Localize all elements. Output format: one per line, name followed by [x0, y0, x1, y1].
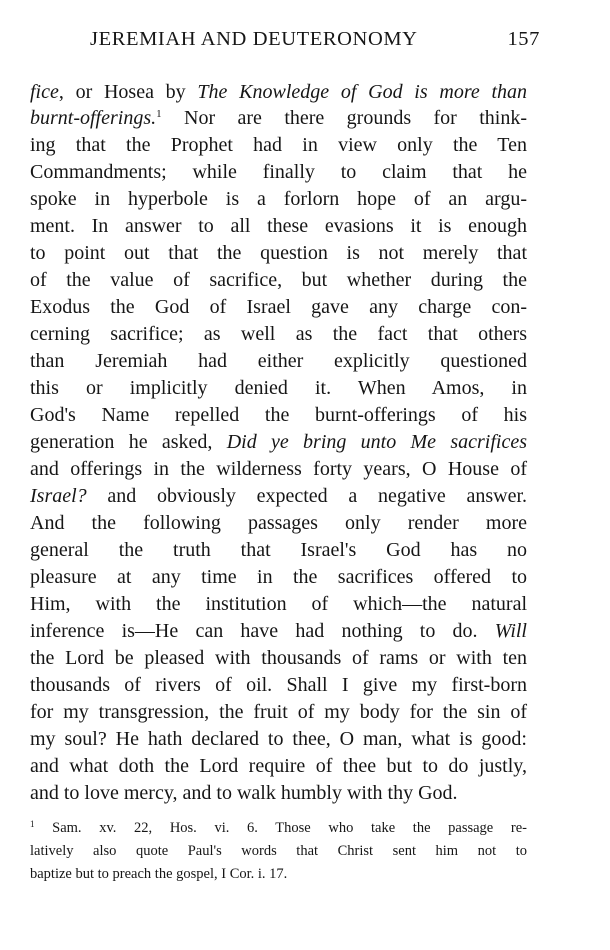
- text-line-24: for my transgression, the fruit of my body for the sin of: [30, 701, 527, 723]
- text-run: generation he asked,: [30, 431, 227, 453]
- text-line-13: God's Name repelled the burnt-offerings of his: [30, 404, 527, 426]
- text-line-23: thousands of rivers of oil. Shall I give my first-born: [30, 674, 527, 696]
- text-run: inference is—He can have had nothing to do.: [30, 620, 495, 642]
- text-line-4: Commandments; while finally to claim that he: [30, 161, 527, 183]
- italic-quote: Did ye bring unto Me sacrifices: [226, 431, 527, 453]
- text-line-20: Him, with the institution of which—the natural: [30, 593, 527, 615]
- text-line-21: [30, 618, 527, 644]
- text-line-16: [30, 483, 527, 509]
- text-line-7: to point out that the question is not merely that: [30, 242, 527, 264]
- text-line-10: cerning sacrifice; as well as the fact that others: [30, 323, 527, 345]
- italic-word: fice: [30, 81, 59, 103]
- text-run: , or Hosea by: [58, 81, 198, 103]
- text-line-15: and offerings in the wilderness forty years, O House of: [30, 458, 527, 480]
- text-line-25: my soul? He hath declared to thee, O man, what is good:: [30, 728, 527, 750]
- footnote-marker: 1: [30, 819, 35, 829]
- text-line-14: [30, 429, 527, 455]
- italic-quote: Will: [494, 620, 527, 642]
- text-line-11: than Jeremiah had either explicitly questioned: [30, 350, 527, 372]
- italic-title: burnt-offerings.: [30, 107, 157, 129]
- text-line-8: of the value of sacrifice, but whether during the: [30, 269, 527, 291]
- running-header: [90, 28, 540, 51]
- text-line-1: [30, 79, 527, 105]
- footnote-line-1: [30, 817, 527, 840]
- text-line-9: Exodus the God of Israel gave any charge con-: [30, 296, 527, 318]
- text-line-5: spoke in hyperbole is a forlorn hope of an argu-: [30, 188, 527, 210]
- text-run: Sam. xv. 22, Hos. vi. 6. Those who take the passage re-: [34, 820, 527, 836]
- footnote-line-2: latively also quote Paul's words that Christ sent him not to: [30, 843, 527, 859]
- footnote-reference[interactable]: 1: [156, 108, 162, 120]
- text-line-2: [30, 105, 527, 131]
- text-line-17: And the following passages only render more: [30, 512, 527, 534]
- italic-quote: Israel?: [30, 485, 87, 507]
- text-run: Nor are there grounds for think-: [161, 107, 527, 129]
- text-line-26: and what doth the Lord require of thee but to do justly,: [30, 755, 527, 777]
- text-line-22: the Lord be pleased with thousands of rams or with ten: [30, 647, 527, 669]
- footnote-line-3: baptize but to preach the gospel, I Cor. i. 17.: [30, 866, 288, 882]
- text-line-6: ment. In answer to all these evasions it is enough: [30, 215, 527, 237]
- italic-title: The Knowledge of God is more than: [197, 81, 528, 103]
- text-run: and obviously expected a negative answer.: [86, 485, 527, 507]
- text-line-27: and to love mercy, and to walk humbly with thy God.: [30, 782, 458, 804]
- page-number: 157: [507, 28, 540, 50]
- running-title: JEREMIAH AND DEUTERONOMY: [90, 28, 418, 50]
- text-line-3: ing that the Prophet had in view only the Ten: [30, 134, 527, 156]
- text-line-18: general the truth that Israel's God has no: [30, 539, 527, 561]
- text-line-19: pleasure at any time in the sacrifices offered to: [30, 566, 527, 588]
- text-line-12: this or implicitly denied it. When Amos, in: [30, 377, 527, 399]
